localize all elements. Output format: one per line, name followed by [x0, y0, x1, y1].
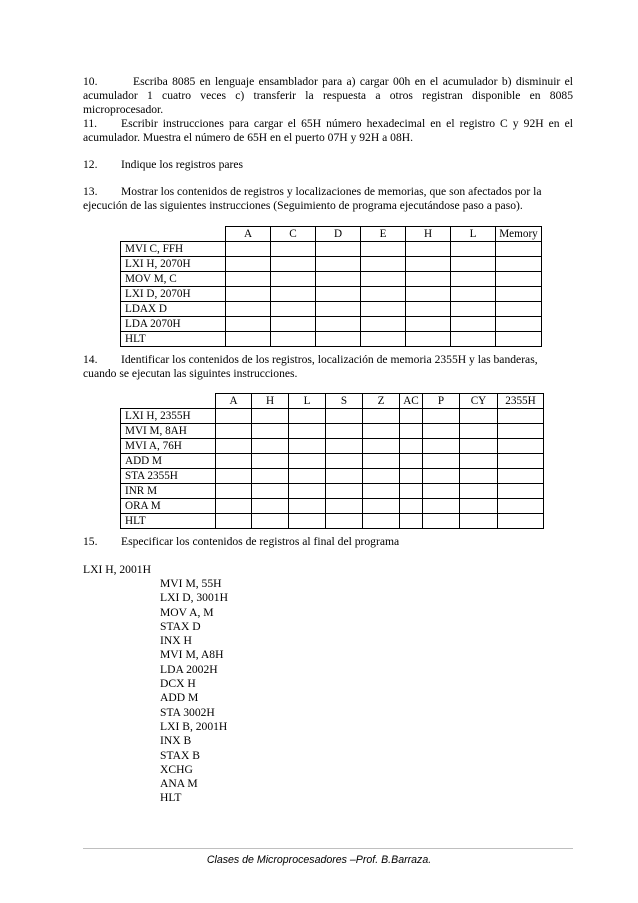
program-line: STAX B: [160, 748, 200, 762]
column-header: CY: [460, 394, 498, 409]
empty-answer-cell: [252, 439, 289, 454]
program-line: ANA M: [160, 777, 198, 791]
table-row: [121, 257, 542, 272]
instruction-cell: ORA M: [121, 499, 216, 514]
empty-answer-cell: [226, 272, 271, 287]
question-14: [83, 353, 573, 381]
empty-answer-cell: [498, 514, 544, 529]
instruction-cell: LXI H, 2070H: [121, 257, 226, 272]
instruction-cell: MVI A, 76H: [121, 439, 216, 454]
empty-answer-cell: [451, 242, 496, 257]
empty-answer-cell: [498, 454, 544, 469]
empty-answer-cell: [496, 242, 542, 257]
table-row: [121, 302, 542, 317]
empty-answer-cell: [423, 499, 460, 514]
empty-answer-cell: [289, 409, 326, 424]
table-row: [121, 424, 544, 439]
empty-answer-cell: [400, 469, 423, 484]
empty-answer-cell: [289, 454, 326, 469]
empty-answer-cell: [289, 469, 326, 484]
column-header: A: [216, 394, 252, 409]
empty-answer-cell: [252, 424, 289, 439]
program-listing: [160, 577, 228, 806]
empty-answer-cell: [451, 257, 496, 272]
empty-answer-cell: [289, 424, 326, 439]
table-row: [121, 454, 544, 469]
instruction-cell: ADD M: [121, 454, 216, 469]
instruction-cell: LDA 2070H: [121, 317, 226, 332]
empty-answer-cell: [363, 514, 400, 529]
empty-answer-cell: [406, 287, 451, 302]
instruction-cell: MVI C, FFH: [121, 242, 226, 257]
empty-answer-cell: [400, 499, 423, 514]
empty-answer-cell: [423, 484, 460, 499]
column-header: E: [361, 227, 406, 242]
empty-answer-cell: [498, 424, 544, 439]
empty-answer-cell: [361, 287, 406, 302]
table-row: [121, 514, 544, 529]
program-line: MVI M, A8H: [160, 648, 224, 662]
empty-answer-cell: [226, 317, 271, 332]
empty-answer-cell: [252, 469, 289, 484]
page-footer: Clases de Microprocesadores –Prof. B.Barraza.: [206, 854, 432, 866]
empty-answer-cell: [216, 439, 252, 454]
table-row: [121, 469, 544, 484]
empty-answer-cell: [271, 272, 316, 287]
empty-answer-cell: [216, 484, 252, 499]
column-header: C: [271, 227, 316, 242]
empty-answer-cell: [316, 287, 361, 302]
table-row: [121, 317, 542, 332]
instruction-cell: LXI H, 2355H: [121, 409, 216, 424]
footer-divider: [83, 848, 573, 849]
column-header: Z: [363, 394, 400, 409]
empty-answer-cell: [423, 514, 460, 529]
empty-answer-cell: [216, 409, 252, 424]
empty-answer-cell: [226, 332, 271, 347]
empty-answer-cell: [326, 484, 363, 499]
program-first-line: LXI H, 2001H: [83, 563, 151, 576]
question-text: Mostrar los contenidos de registros y localizaciones de memorias, que son afectados por la ejecución de las siguientes instrucciones (Seguimiento de programa ejecutándose paso a paso).: [83, 185, 542, 212]
column-header: L: [451, 227, 496, 242]
question-13: [83, 185, 573, 213]
program-line: STA 3002H: [160, 705, 215, 719]
empty-answer-cell: [496, 257, 542, 272]
empty-answer-cell: [423, 424, 460, 439]
program-line: LDA 2002H: [160, 662, 218, 676]
empty-answer-cell: [216, 499, 252, 514]
empty-answer-cell: [423, 409, 460, 424]
empty-answer-cell: [271, 257, 316, 272]
table-row: [121, 499, 544, 514]
empty-answer-cell: [326, 424, 363, 439]
program-line: HLT: [160, 791, 182, 805]
empty-answer-cell: [226, 242, 271, 257]
empty-answer-cell: [326, 469, 363, 484]
table-row: [121, 332, 542, 347]
table-row: [121, 242, 542, 257]
trace-table-14: [120, 393, 544, 529]
empty-answer-cell: [406, 302, 451, 317]
empty-answer-cell: [361, 317, 406, 332]
empty-answer-cell: [460, 514, 498, 529]
empty-answer-cell: [363, 409, 400, 424]
empty-answer-cell: [216, 454, 252, 469]
empty-answer-cell: [400, 484, 423, 499]
empty-answer-cell: [363, 469, 400, 484]
column-header: H: [252, 394, 289, 409]
empty-answer-cell: [496, 272, 542, 287]
empty-answer-cell: [363, 424, 400, 439]
column-header: L: [289, 394, 326, 409]
empty-answer-cell: [216, 424, 252, 439]
column-header: A: [226, 227, 271, 242]
empty-answer-cell: [496, 317, 542, 332]
question-12: [83, 158, 573, 172]
empty-answer-cell: [226, 302, 271, 317]
empty-answer-cell: [252, 499, 289, 514]
empty-answer-cell: [496, 332, 542, 347]
header-blank-cell: [121, 227, 226, 242]
question-11: [83, 117, 573, 145]
question-15: [83, 535, 573, 549]
empty-answer-cell: [316, 302, 361, 317]
table-row: [121, 439, 544, 454]
question-text: Indique los registros pares: [121, 158, 244, 171]
empty-answer-cell: [451, 287, 496, 302]
question-text: Identificar los contenidos de los registros, localización de memoria 2355H y las banderas, cuando se ejecutan las siguintes instrucciones.: [83, 353, 538, 380]
empty-answer-cell: [400, 409, 423, 424]
empty-answer-cell: [271, 287, 316, 302]
empty-answer-cell: [460, 424, 498, 439]
empty-answer-cell: [406, 242, 451, 257]
header-blank-cell: [121, 394, 216, 409]
program-line: XCHG: [160, 762, 193, 776]
empty-answer-cell: [326, 409, 363, 424]
empty-answer-cell: [271, 242, 316, 257]
empty-answer-cell: [460, 469, 498, 484]
empty-answer-cell: [498, 484, 544, 499]
empty-answer-cell: [460, 484, 498, 499]
table-header-row: [121, 227, 542, 242]
program-line: STAX D: [160, 619, 201, 633]
empty-answer-cell: [252, 514, 289, 529]
empty-answer-cell: [252, 409, 289, 424]
column-header: Memory: [496, 227, 542, 242]
empty-answer-cell: [406, 332, 451, 347]
empty-answer-cell: [326, 439, 363, 454]
instruction-cell: LXI D, 2070H: [121, 287, 226, 302]
empty-answer-cell: [271, 302, 316, 317]
program-line: MOV A, M: [160, 605, 214, 619]
empty-answer-cell: [252, 454, 289, 469]
empty-answer-cell: [363, 499, 400, 514]
empty-answer-cell: [451, 332, 496, 347]
empty-answer-cell: [406, 272, 451, 287]
empty-answer-cell: [361, 272, 406, 287]
empty-answer-cell: [400, 424, 423, 439]
empty-answer-cell: [406, 257, 451, 272]
empty-answer-cell: [460, 409, 498, 424]
empty-answer-cell: [400, 454, 423, 469]
empty-answer-cell: [216, 514, 252, 529]
table-row: [121, 287, 542, 302]
empty-answer-cell: [361, 257, 406, 272]
table-row: [121, 272, 542, 287]
column-header: P: [423, 394, 460, 409]
question-number: 10.: [83, 75, 98, 88]
empty-answer-cell: [316, 257, 361, 272]
instruction-cell: MOV M, C: [121, 272, 226, 287]
table-row: [121, 484, 544, 499]
empty-answer-cell: [451, 317, 496, 332]
empty-answer-cell: [498, 469, 544, 484]
empty-answer-cell: [316, 332, 361, 347]
question-number: 15.: [83, 535, 98, 548]
program-line: INX H: [160, 634, 192, 648]
empty-answer-cell: [289, 439, 326, 454]
empty-answer-cell: [289, 514, 326, 529]
empty-answer-cell: [216, 469, 252, 484]
empty-answer-cell: [400, 514, 423, 529]
question-10: [83, 75, 573, 117]
empty-answer-cell: [361, 332, 406, 347]
question-text: Escribir instrucciones para cargar el 65H número hexadecimal en el registro C y 92H en el acumulador. Muestra el número de 65H en el puerto 07H y 92H a 08H.: [83, 117, 573, 144]
program-line: LXI D, 3001H: [160, 591, 228, 605]
empty-answer-cell: [498, 499, 544, 514]
empty-answer-cell: [423, 469, 460, 484]
question-text: Especificar los contenidos de registros al final del programa: [121, 535, 400, 548]
column-header: S: [326, 394, 363, 409]
instruction-cell: LDAX D: [121, 302, 226, 317]
empty-answer-cell: [423, 454, 460, 469]
empty-answer-cell: [289, 484, 326, 499]
empty-answer-cell: [496, 302, 542, 317]
empty-answer-cell: [423, 439, 460, 454]
empty-answer-cell: [361, 242, 406, 257]
instruction-cell: MVI M, 8AH: [121, 424, 216, 439]
empty-answer-cell: [496, 287, 542, 302]
empty-answer-cell: [498, 409, 544, 424]
program-line: ADD M: [160, 691, 199, 705]
question-number: 14.: [83, 353, 98, 366]
empty-answer-cell: [498, 439, 544, 454]
instruction-cell: INR M: [121, 484, 216, 499]
question-text: Escriba 8085 en lenguaje ensamblador para a) cargar 00h en el acumulador b) disminuir el acumulador 1 cuatro veces c) transferir la respuesta a otros registran disponible en 8085 microprocesador.: [83, 75, 573, 116]
table-row: [121, 409, 544, 424]
empty-answer-cell: [326, 514, 363, 529]
empty-answer-cell: [226, 287, 271, 302]
empty-answer-cell: [326, 454, 363, 469]
column-header: AC: [400, 394, 423, 409]
empty-answer-cell: [271, 317, 316, 332]
empty-answer-cell: [316, 272, 361, 287]
question-number: 11.: [83, 117, 98, 130]
empty-answer-cell: [460, 499, 498, 514]
empty-answer-cell: [400, 439, 423, 454]
empty-answer-cell: [406, 317, 451, 332]
instruction-cell: HLT: [121, 514, 216, 529]
empty-answer-cell: [363, 439, 400, 454]
column-header: 2355H: [498, 394, 544, 409]
empty-answer-cell: [226, 257, 271, 272]
program-line: MVI M, 55H: [160, 577, 222, 590]
empty-answer-cell: [361, 302, 406, 317]
trace-table-13: [120, 226, 542, 347]
empty-answer-cell: [460, 439, 498, 454]
question-number: 12.: [83, 158, 98, 171]
empty-answer-cell: [316, 317, 361, 332]
program-line: INX B: [160, 734, 192, 748]
instruction-cell: HLT: [121, 332, 226, 347]
empty-answer-cell: [271, 332, 316, 347]
table-header-row: [121, 394, 544, 409]
empty-answer-cell: [363, 484, 400, 499]
empty-answer-cell: [326, 499, 363, 514]
column-header: H: [406, 227, 451, 242]
empty-answer-cell: [460, 454, 498, 469]
empty-answer-cell: [363, 454, 400, 469]
empty-answer-cell: [451, 302, 496, 317]
empty-answer-cell: [451, 272, 496, 287]
empty-answer-cell: [252, 484, 289, 499]
program-line: DCX H: [160, 677, 196, 691]
question-number: 13.: [83, 185, 98, 198]
empty-answer-cell: [289, 499, 326, 514]
empty-answer-cell: [316, 242, 361, 257]
instruction-cell: STA 2355H: [121, 469, 216, 484]
program-line: LXI B, 2001H: [160, 719, 228, 733]
column-header: D: [316, 227, 361, 242]
